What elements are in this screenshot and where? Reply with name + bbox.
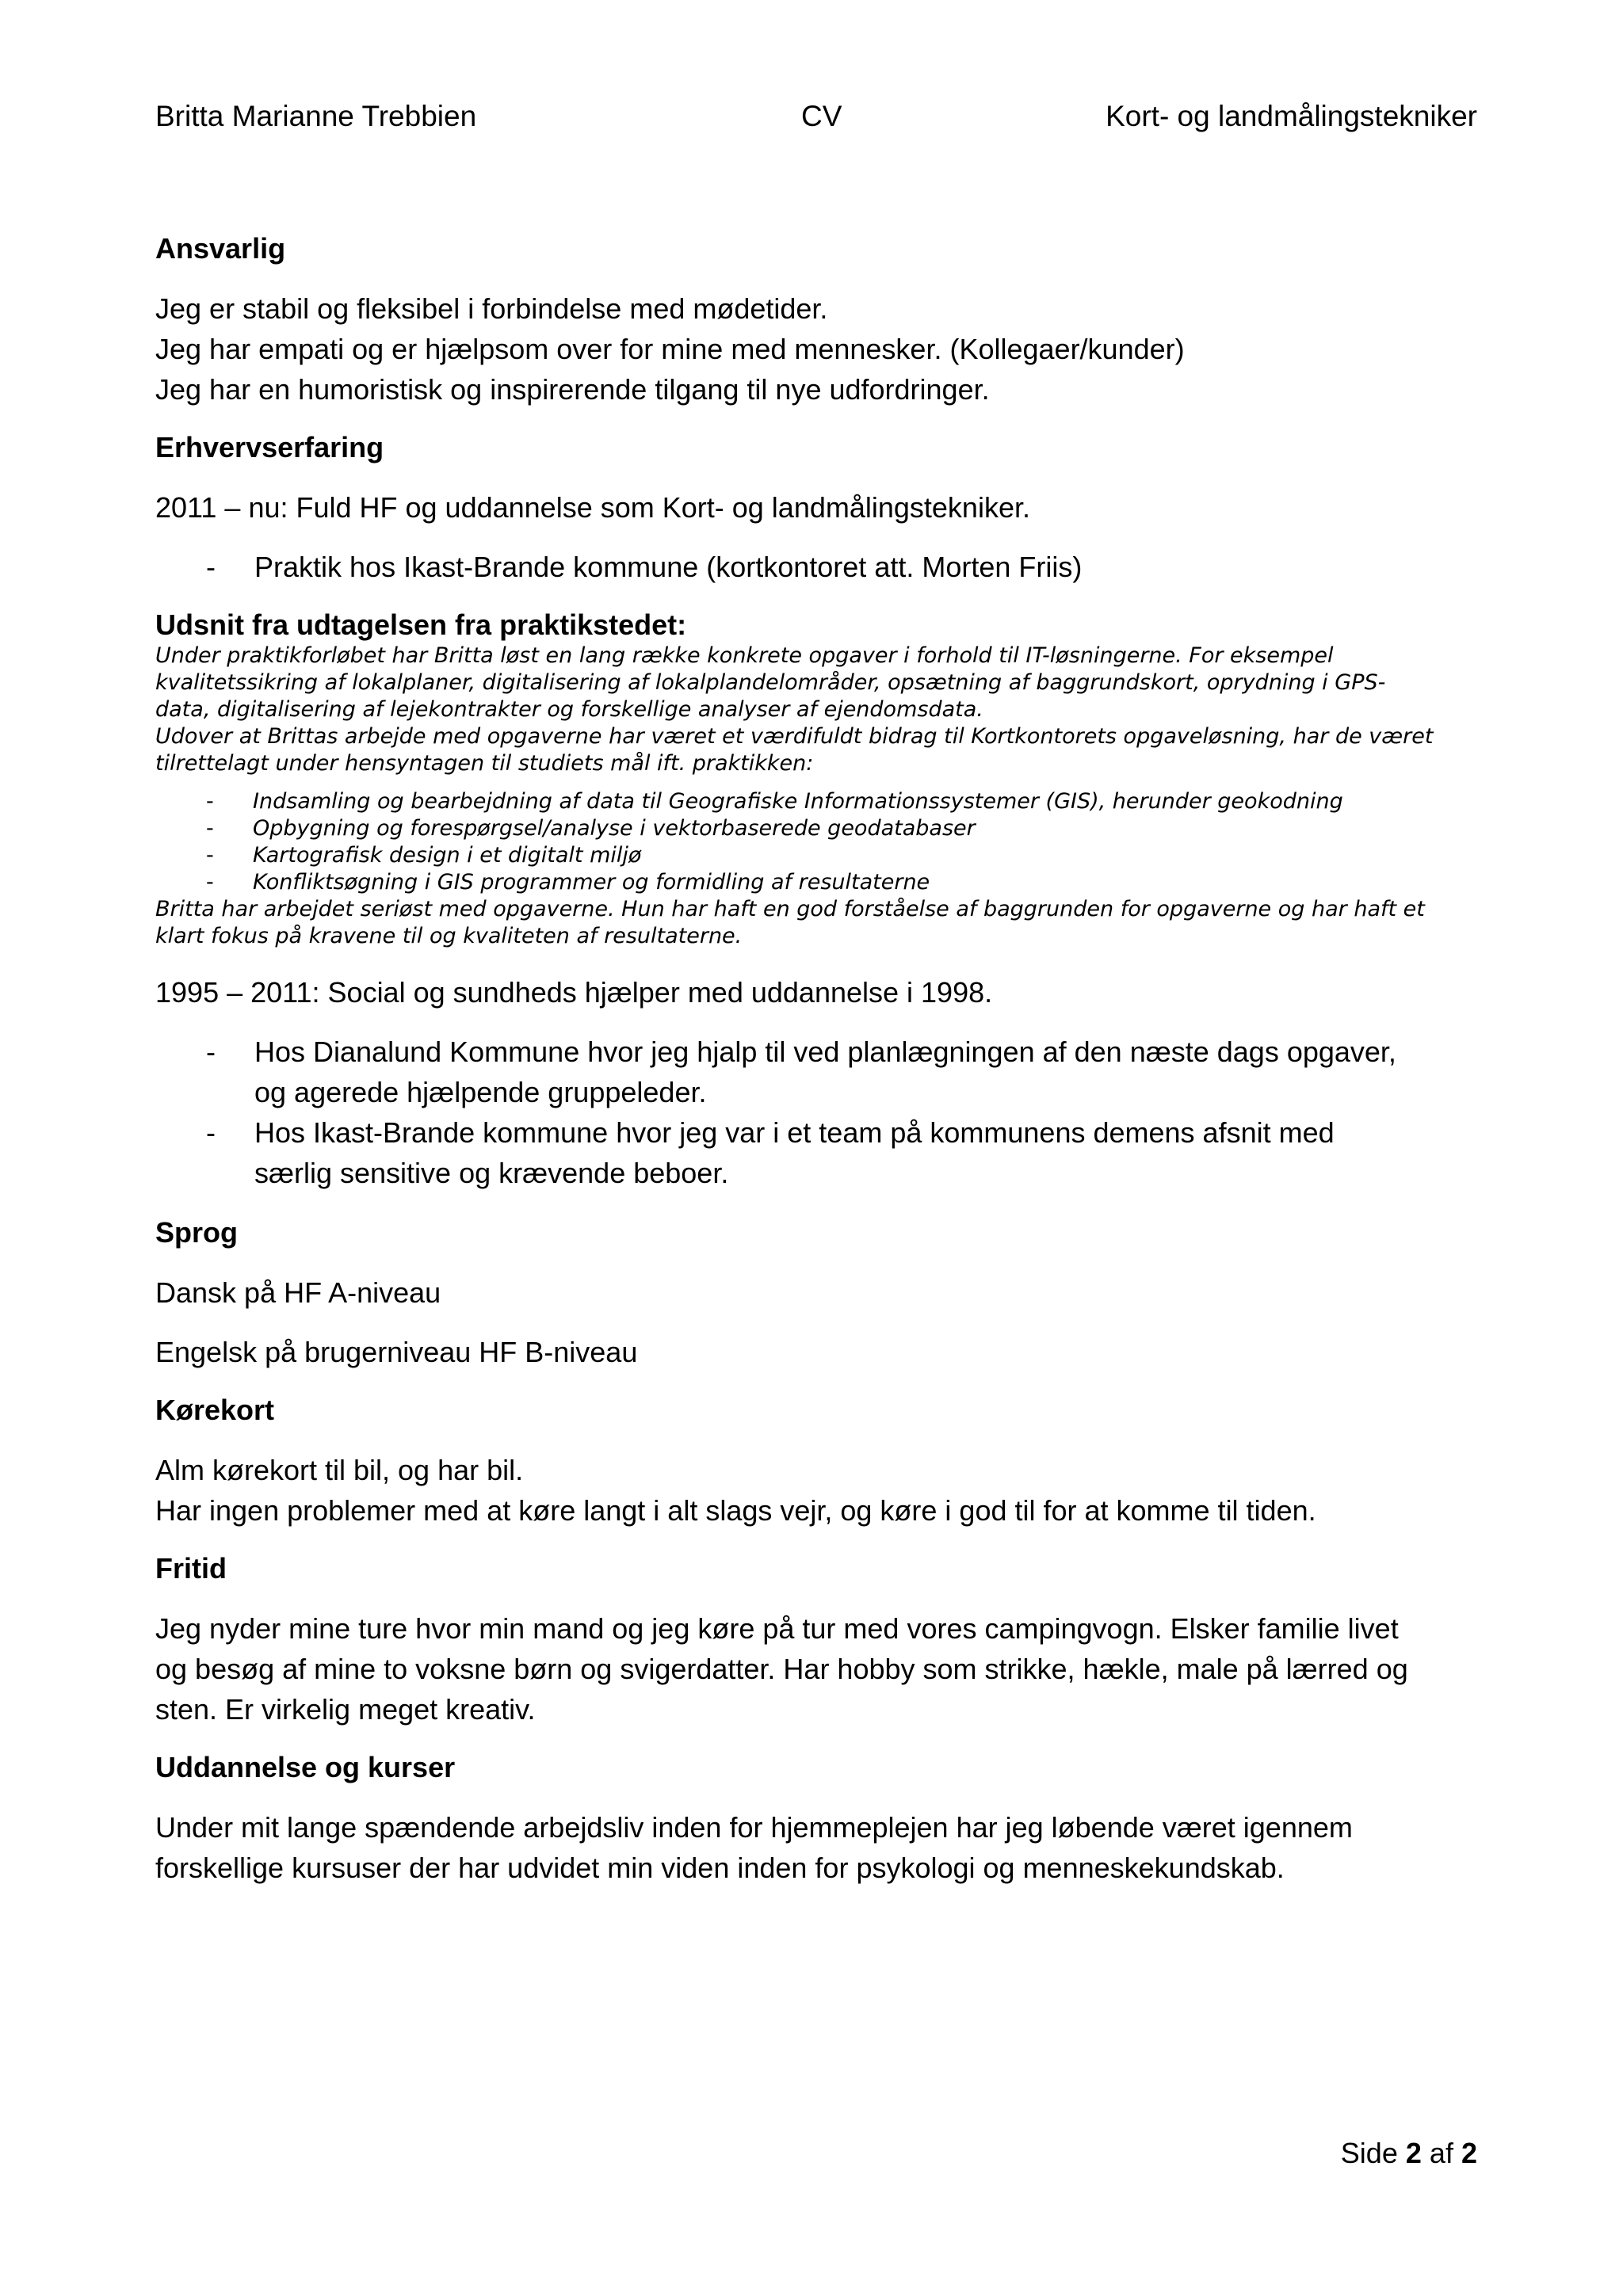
job-2011-text: 2011 – nu: Fuld HF og uddannelse som Kort- og landmålingstekniker. <box>155 491 1030 524</box>
footer-page-number: 2 <box>1405 2137 1422 2169</box>
section-title-sprog: Sprog <box>155 1216 238 1249</box>
korekort-text <box>155 1450 1477 1531</box>
dash-marker: - <box>206 551 216 583</box>
list-item <box>155 815 1477 842</box>
text-line: Under mit lange spændende arbejdsliv inden for hjemmeplejen har jeg løbende været igennem <box>155 1811 1353 1844</box>
dash-marker: - <box>206 843 214 868</box>
text-line: kvalitetssikring af lokalplaner, digitalisering af lokalplandelområder, opsætning af baggrundskort, oprydning i GPS- <box>155 670 1386 695</box>
text-line: og besøg af mine to voksne børn og svigerdatter. Har hobby som strikke, hækle, male på lærred og <box>155 1653 1408 1685</box>
text-line: sten. Er virkelig meget kreativ. <box>155 1693 536 1726</box>
page-header <box>155 97 1477 136</box>
text-line: Under praktikforløbet har Britta løst en lang række konkrete opgaver i forhold til IT-løsningerne. For eksempel <box>155 643 1334 668</box>
list-item <box>155 842 1477 869</box>
list-item-text: Hos Ikast-Brande kommune hvor jeg var i et team på kommunens demens afsnit med <box>254 1116 1335 1149</box>
text-line: forskellige kursuser der har udvidet min viden inden for psykologi og menneskekundskab. <box>155 1852 1285 1884</box>
text-line: data, digitalisering af lejekontrakter og forskellige analyser af ejendomsdata. <box>155 697 983 722</box>
list-item <box>155 869 1477 896</box>
cv-page <box>155 0 1477 2296</box>
excerpt-list <box>155 788 1477 896</box>
text-line: Britta har arbejdet seriøst med opgaverne. Hun har haft en god forståelse af baggrunden for opgaverne og har haft et <box>155 897 1425 921</box>
list-item-text: og agerede hjælpende gruppeleder. <box>254 1076 707 1108</box>
excerpt-title: Udsnit fra udtagelsen fra praktikstedet: <box>155 608 687 641</box>
dash-marker: - <box>206 789 214 814</box>
list-item <box>155 547 1477 587</box>
section-title-uddannelse: Uddannelse og kurser <box>155 1751 456 1783</box>
sprog-line: Dansk på HF A-niveau <box>155 1276 441 1309</box>
text-line: Alm kørekort til bil, og har bil. <box>155 1454 524 1486</box>
list-item-text: Hos Dianalund Kommune hvor jeg hjalp til ved planlægningen af den næste dags opgaver, <box>254 1035 1396 1068</box>
text-line: Udover at Brittas arbejde med opgaverne har været et værdifuldt bidrag til Kortkontorets opgaveløsning, har de været <box>155 724 1434 749</box>
job-1995-text: 1995 – 2011: Social og sundheds hjælper med uddannelse i 1998. <box>155 976 993 1009</box>
text-line: Jeg har en humoristisk og inspirerende tilgang til nye udfordringer. <box>155 373 990 406</box>
text-line: Jeg nyder mine ture hvor min mand og jeg køre på tur med vores campingvogn. Elsker familie livet <box>155 1612 1399 1645</box>
fritid-text <box>155 1608 1477 1730</box>
dash-marker: - <box>206 1116 216 1149</box>
dash-marker: - <box>206 870 214 894</box>
footer-mid: af <box>1429 2137 1453 2169</box>
sprog-line: Engelsk på brugerniveau HF B-niveau <box>155 1336 638 1368</box>
list-item <box>155 1112 1477 1193</box>
list-item-text: Indsamling og bearbejdning af data til Geografiske Informationssystemer (GIS), herunder geokodning <box>253 789 1343 814</box>
ansvarlig-text <box>155 288 1477 410</box>
footer-total-pages: 2 <box>1461 2137 1477 2169</box>
section-title-erhvervserfaring: Erhvervserfaring <box>155 431 384 463</box>
list-item-text: Opbygning og forespørgsel/analyse i vektorbaserede geodatabaser <box>253 816 976 841</box>
list-item <box>155 1032 1477 1112</box>
list-item-text: særlig sensitive og krævende beboer. <box>254 1157 729 1189</box>
header-name: Britta Marianne Trebbien <box>155 100 477 132</box>
list-item <box>155 788 1477 815</box>
footer-prefix: Side <box>1340 2137 1398 2169</box>
excerpt-text <box>155 643 1477 777</box>
list-item-text: Kartografisk design i et digitalt miljø <box>253 843 642 868</box>
dash-marker: - <box>206 816 214 841</box>
cv-content <box>155 230 1477 1907</box>
uddannelse-text <box>155 1807 1477 1888</box>
text-line: Jeg er stabil og fleksibel i forbindelse med mødetider. <box>155 292 828 325</box>
job-1995-list <box>155 1032 1477 1193</box>
page-footer <box>1341 2134 1477 2172</box>
text-line: tilrettelagt under hensyntagen til studiets mål ift. praktikken: <box>155 751 814 776</box>
list-item-text: Praktik hos Ikast-Brande kommune (kortkontoret att. Morten Friis) <box>254 551 1083 583</box>
section-title-ansvarlig: Ansvarlig <box>155 232 286 265</box>
job-2011-list <box>155 547 1477 587</box>
section-title-fritid: Fritid <box>155 1552 227 1585</box>
list-item-text: Konfliktsøgning i GIS programmer og formidling af resultaterne <box>253 870 930 894</box>
text-line: klart fokus på kravene til og kvaliteten af resultaterne. <box>155 924 743 948</box>
text-line: Jeg har empati og er hjælpsom over for mine med mennesker. (Kollegaer/kunder) <box>155 333 1185 365</box>
text-line: Har ingen problemer med at køre langt i alt slags vejr, og køre i god til for at komme til tiden. <box>155 1494 1316 1527</box>
section-title-korekort: Kørekort <box>155 1394 275 1426</box>
header-profession: Kort- og landmålingstekniker <box>1106 100 1477 132</box>
excerpt-closing <box>155 896 1477 950</box>
dash-marker: - <box>206 1035 216 1068</box>
header-doc-type: CV <box>801 100 842 132</box>
